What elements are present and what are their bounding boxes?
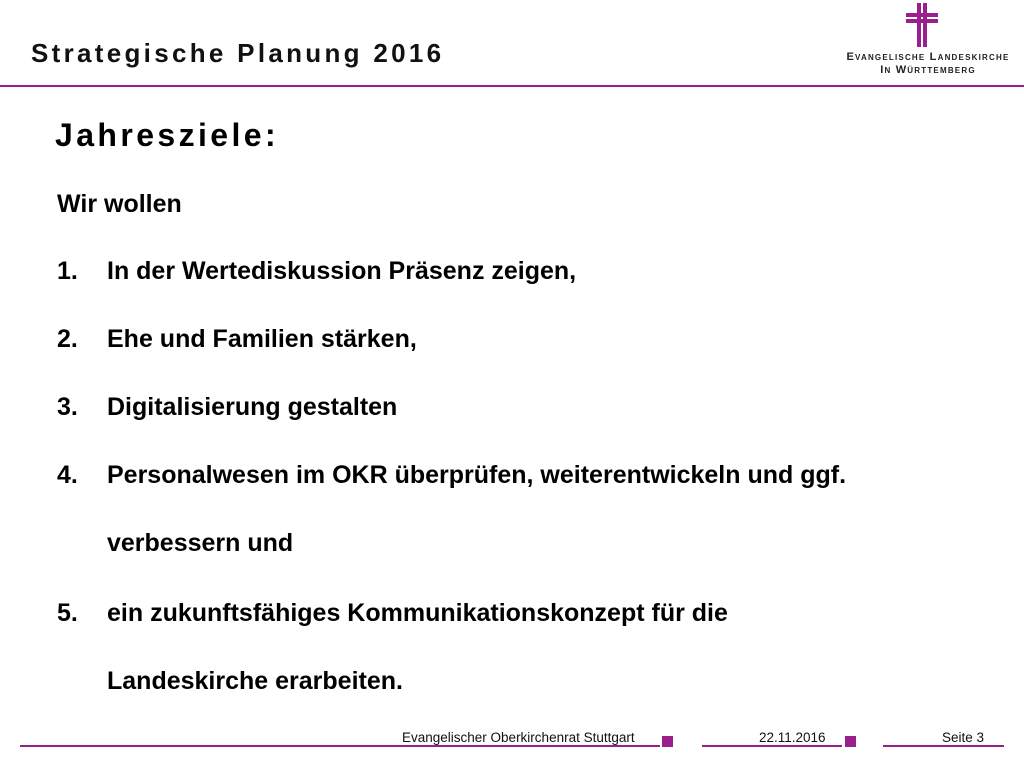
- goal-text: Digitalisierung gestalten: [107, 393, 398, 421]
- footer-divider: [702, 745, 842, 747]
- footer-date: 22.11.2016: [759, 730, 826, 745]
- church-logo: [838, 3, 1018, 83]
- goal-text: Ehe und Familien stärken,: [107, 325, 417, 353]
- footer-marker: [845, 736, 856, 747]
- goal-number: 1.: [57, 257, 78, 285]
- goal-number: 3.: [57, 393, 78, 421]
- logo-text-line1: Evangelische Landeskirche: [846, 51, 1010, 63]
- header-divider: [0, 85, 1024, 87]
- footer-marker: [662, 736, 673, 747]
- presentation-title: Strategische Planung 2016: [31, 38, 445, 68]
- footer-divider: [883, 745, 1004, 747]
- goal-text: In der Wertediskussion Präsenz zeigen,: [107, 257, 577, 285]
- slide-heading: Jahresziele:: [55, 117, 280, 153]
- goal-number: 2.: [57, 325, 78, 353]
- footer-organization: Evangelischer Oberkirchenrat Stuttgart: [402, 730, 635, 745]
- goal-number: 4.: [57, 461, 78, 489]
- goal-number: 5.: [57, 599, 78, 627]
- goal-text: Personalwesen im OKR überprüfen, weiterentwickeln und ggf.: [107, 461, 847, 489]
- goal-text-continuation: verbessern und: [107, 529, 294, 557]
- intro-text: Wir wollen: [57, 190, 182, 218]
- goal-text-continuation: Landeskirche erarbeiten.: [107, 667, 403, 695]
- goal-text: ein zukunftsfähiges Kommunikationskonzept für die: [107, 599, 728, 627]
- logo-text-line2: In Württemberg: [880, 64, 976, 76]
- footer-page-number: Seite 3: [942, 730, 985, 745]
- footer-divider: [20, 745, 660, 747]
- cross-icon: [904, 3, 940, 47]
